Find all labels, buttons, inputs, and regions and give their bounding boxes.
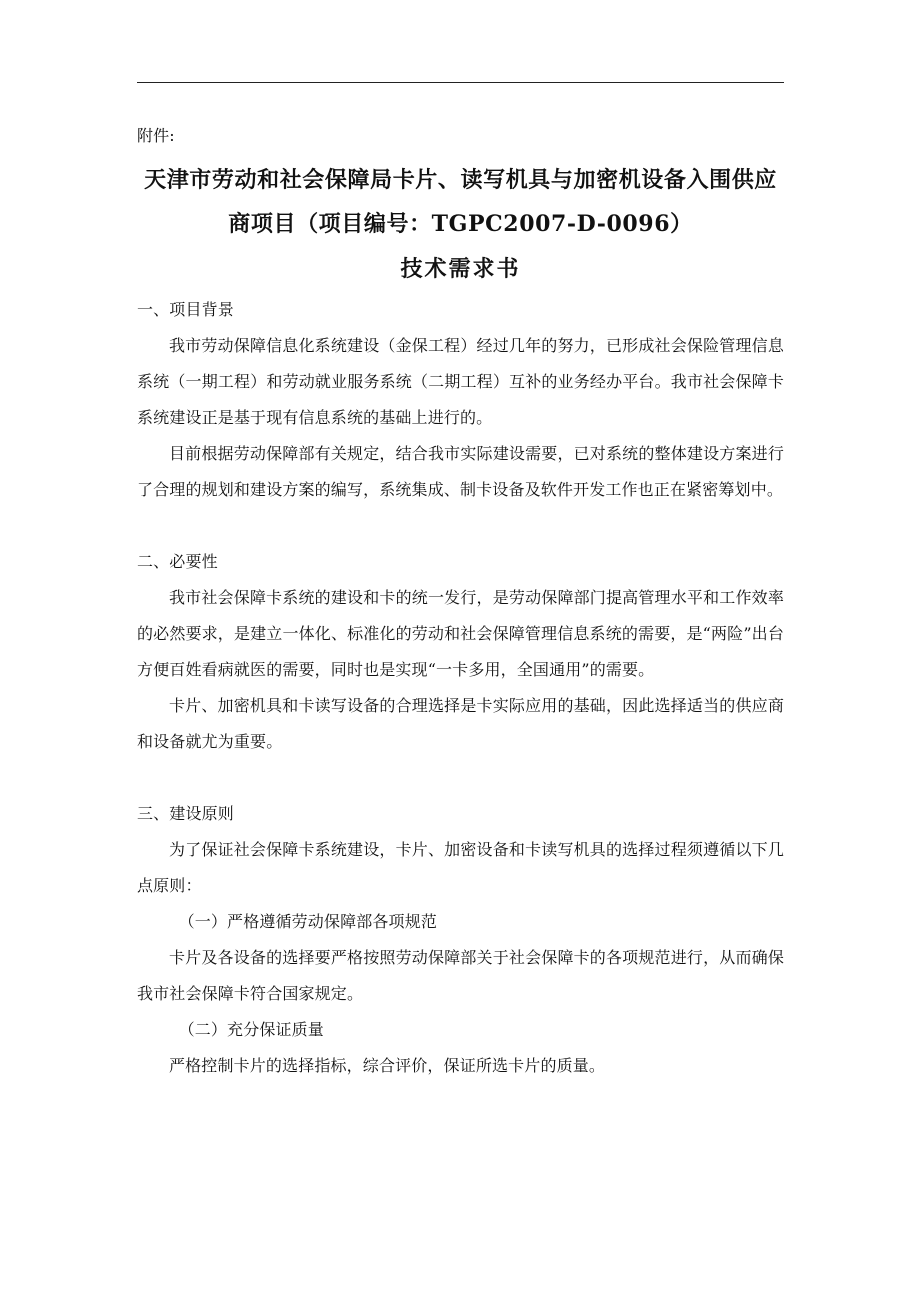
document-title-line-2: 商项目（项目编号：TGPC2007-D-0096） [228,211,693,237]
document-body [137,118,784,1084]
document-subtitle: 技术需求书 [400,256,521,282]
principles-intro: 为了保证社会保障卡系统建设，卡片、加密设备和卡读写机具的选择过程须遵循以下几点原则： [137,840,784,895]
necessity-paragraph-1: 我市社会保障卡系统的建设和卡的统一发行，是劳动保障部门提高管理水平和工作效率的必然要求，是建立一体化、标准化的劳动和社会保障管理信息系统的需要，是“两险”出台方便百姓看病就医的需要，同时也是实现“一卡多用，全国通用”的需要。 [137,588,784,679]
principle-item-2-label: （二）充分保证质量 [178,1020,324,1039]
section-spacer [137,508,784,544]
document-title-line-1: 天津市劳动和社会保障局卡片、读写机具与加密机设备入围供应 [144,167,777,193]
section-spacer [137,760,784,796]
header-rule [137,82,784,83]
section-heading-principles: 三、建设原则 [137,804,234,823]
necessity-paragraph-2: 卡片、加密机具和卡读写设备的合理选择是卡实际应用的基础，因此选择适当的供应商和设备就尤为重要。 [137,696,784,751]
principle-item-1-label: （一）严格遵循劳动保障部各项规范 [178,912,437,931]
section-heading-background: 一、项目背景 [137,300,234,319]
background-paragraph-1: 我市劳动保障信息化系统建设（金保工程）经过几年的努力，已形成社会保险管理信息系统（一期工程）和劳动就业服务系统（二期工程）互补的业务经办平台。我市社会保障卡系统建设正是基于现有信息系统的基础上进行的。 [137,336,784,427]
principle-item-1-text: 卡片及各设备的选择要严格按照劳动保障部关于社会保障卡的各项规范进行，从而确保我市社会保障卡符合国家规定。 [137,948,784,1003]
principle-item-2-text: 严格控制卡片的选择指标，综合评价，保证所选卡片的质量。 [169,1056,606,1075]
attachment-label: 附件: [137,126,175,145]
section-heading-necessity: 二、必要性 [137,552,218,571]
background-paragraph-2: 目前根据劳动保障部有关规定，结合我市实际建设需要，已对系统的整体建设方案进行了合理的规划和建设方案的编写，系统集成、制卡设备及软件开发工作也正在紧密筹划中。 [137,444,784,499]
